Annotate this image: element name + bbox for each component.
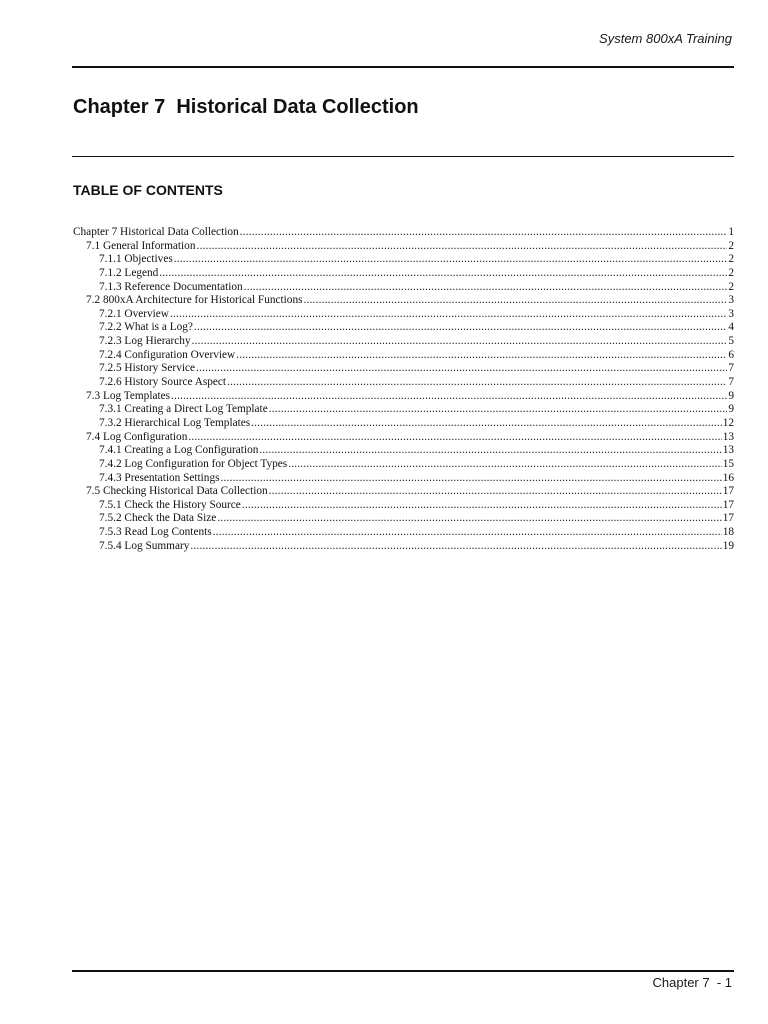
toc-dot-leader bbox=[174, 253, 728, 267]
toc-dot-leader bbox=[288, 458, 722, 472]
toc-entry-title: 7.5 Checking Historical Data Collection bbox=[86, 485, 268, 498]
toc-entry[interactable] bbox=[73, 281, 734, 295]
toc-entry[interactable] bbox=[73, 472, 734, 486]
toc-entry-page: 17 bbox=[722, 485, 734, 498]
toc-dot-leader bbox=[192, 335, 728, 349]
toc-entry-title: Chapter 7 Historical Data Collection bbox=[73, 226, 239, 238]
toc-entry-title: 7.2.4 Configuration Overview bbox=[99, 348, 236, 361]
toc-dot-leader bbox=[242, 499, 722, 513]
toc-dot-leader bbox=[244, 281, 728, 295]
toc-dot-leader bbox=[240, 226, 728, 240]
toc-dot-leader bbox=[196, 362, 727, 376]
toc-entry[interactable] bbox=[73, 294, 734, 308]
toc-entry-page: 7 bbox=[728, 362, 734, 375]
toc-entry[interactable] bbox=[73, 540, 734, 554]
toc-entry-page: 2 bbox=[728, 253, 734, 266]
toc-dot-leader bbox=[159, 267, 727, 281]
toc-dot-leader bbox=[217, 512, 721, 526]
toc-entry-page: 3 bbox=[728, 294, 734, 307]
toc-entry-page: 17 bbox=[722, 512, 734, 525]
toc-entry[interactable] bbox=[73, 512, 734, 526]
toc-entry-page: 13 bbox=[722, 444, 734, 457]
toc-dot-leader bbox=[188, 431, 721, 445]
toc-entry-page: 2 bbox=[728, 280, 734, 293]
toc-dot-leader bbox=[221, 472, 722, 486]
toc-entry-page: 9 bbox=[728, 403, 734, 416]
toc-entry-title: 7.5.4 Log Summary bbox=[99, 539, 190, 552]
toc-entry[interactable] bbox=[73, 485, 734, 499]
toc-entry[interactable] bbox=[73, 226, 734, 240]
toc-entry-title: 7.2.6 History Source Aspect bbox=[99, 376, 227, 389]
toc-entry-title: 7.4.3 Presentation Settings bbox=[99, 471, 220, 484]
toc-entry-title: 7.2 800xA Architecture for Historical Functions bbox=[86, 294, 303, 307]
toc-dot-leader bbox=[196, 240, 727, 254]
page-footer: Chapter 7 - 1 bbox=[652, 975, 732, 990]
chapter-title: Chapter 7 Historical Data Collection bbox=[73, 96, 419, 118]
toc-entry-page: 12 bbox=[722, 416, 734, 429]
toc-entry-page: 13 bbox=[722, 430, 734, 443]
toc-entry-title: 7.4 Log Configuration bbox=[86, 430, 188, 443]
table-of-contents bbox=[73, 226, 734, 553]
toc-entry[interactable] bbox=[73, 444, 734, 458]
toc-entry[interactable] bbox=[73, 403, 734, 417]
toc-entry-title: 7.5.1 Check the History Source bbox=[99, 498, 241, 511]
toc-entry-title: 7.1.1 Objectives bbox=[99, 253, 173, 266]
toc-dot-leader bbox=[171, 390, 727, 404]
toc-entry-title: 7.2.1 Overview bbox=[99, 307, 169, 320]
toc-entry-page: 3 bbox=[728, 307, 734, 320]
footer-rule bbox=[72, 970, 734, 972]
toc-entry[interactable] bbox=[73, 321, 734, 335]
toc-dot-leader bbox=[194, 321, 727, 335]
toc-entry[interactable] bbox=[73, 240, 734, 254]
running-header: System 800xA Training bbox=[599, 31, 732, 46]
toc-dot-leader bbox=[190, 540, 721, 554]
toc-heading: TABLE OF CONTENTS bbox=[73, 182, 223, 198]
toc-entry[interactable] bbox=[73, 362, 734, 376]
title-rule bbox=[72, 156, 734, 157]
toc-entry[interactable] bbox=[73, 267, 734, 281]
toc-entry-title: 7.3 Log Templates bbox=[86, 389, 171, 402]
toc-entry-page: 2 bbox=[728, 239, 734, 252]
toc-entry-page: 18 bbox=[722, 526, 734, 539]
toc-entry-title: 7.4.2 Log Configuration for Object Types bbox=[99, 457, 288, 470]
toc-entry-title: 7.2.5 History Service bbox=[99, 362, 196, 375]
toc-entry[interactable] bbox=[73, 390, 734, 404]
toc-entry[interactable] bbox=[73, 431, 734, 445]
toc-entry-title: 7.2.2 What is a Log? bbox=[99, 321, 193, 334]
toc-entry[interactable] bbox=[73, 253, 734, 267]
toc-entry-title: 7.5.2 Check the Data Size bbox=[99, 512, 217, 525]
toc-entry[interactable] bbox=[73, 308, 734, 322]
toc-entry-page: 19 bbox=[722, 539, 734, 552]
toc-entry[interactable] bbox=[73, 349, 734, 363]
toc-dot-leader bbox=[259, 444, 721, 458]
toc-entry-title: 7.1.2 Legend bbox=[99, 266, 159, 279]
toc-dot-leader bbox=[170, 308, 727, 322]
toc-entry-page: 16 bbox=[722, 471, 734, 484]
toc-dot-leader bbox=[251, 417, 722, 431]
toc-entry-page: 7 bbox=[728, 376, 734, 389]
toc-entry-page: 17 bbox=[722, 498, 734, 511]
toc-dot-leader bbox=[227, 376, 727, 390]
header-rule bbox=[72, 66, 734, 68]
toc-entry-page: 1 bbox=[728, 226, 734, 238]
toc-entry-page: 5 bbox=[728, 335, 734, 348]
toc-dot-leader bbox=[236, 349, 727, 363]
toc-dot-leader bbox=[303, 294, 727, 308]
toc-entry[interactable] bbox=[73, 458, 734, 472]
toc-entry-page: 15 bbox=[722, 457, 734, 470]
toc-dot-leader bbox=[269, 485, 722, 499]
toc-entry[interactable] bbox=[73, 376, 734, 390]
toc-entry-title: 7.3.1 Creating a Direct Log Template bbox=[99, 403, 268, 416]
toc-entry-title: 7.2.3 Log Hierarchy bbox=[99, 335, 191, 348]
toc-dot-leader bbox=[213, 526, 722, 540]
toc-entry-page: 4 bbox=[728, 321, 734, 334]
toc-entry-title: 7.1 General Information bbox=[86, 239, 196, 252]
toc-entry[interactable] bbox=[73, 499, 734, 513]
toc-entry-title: 7.3.2 Hierarchical Log Templates bbox=[99, 416, 251, 429]
toc-entry-page: 6 bbox=[728, 348, 734, 361]
toc-entry-title: 7.5.3 Read Log Contents bbox=[99, 526, 212, 539]
toc-dot-leader bbox=[269, 403, 728, 417]
toc-entry-title: 7.1.3 Reference Documentation bbox=[99, 280, 243, 293]
toc-entry-title: 7.4.1 Creating a Log Configuration bbox=[99, 444, 259, 457]
toc-entry[interactable] bbox=[73, 335, 734, 349]
toc-entry-page: 9 bbox=[728, 389, 734, 402]
toc-entry[interactable] bbox=[73, 417, 734, 431]
toc-entry-page: 2 bbox=[728, 266, 734, 279]
toc-entry[interactable] bbox=[73, 526, 734, 540]
